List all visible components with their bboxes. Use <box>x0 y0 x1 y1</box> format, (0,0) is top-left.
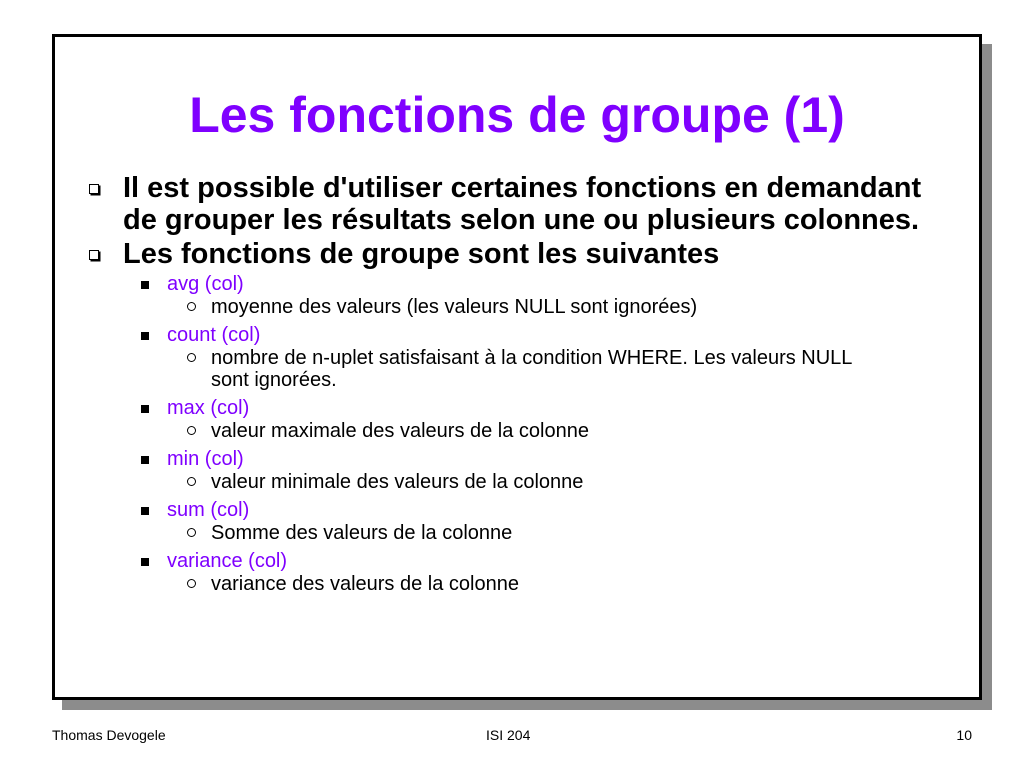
slide-content <box>55 172 955 600</box>
slide-frame <box>52 34 982 700</box>
bullet-text: Les fonctions de groupe sont les suivantes <box>123 238 720 270</box>
footer-course: ISI 204 <box>486 727 531 743</box>
function-item-max <box>55 396 955 420</box>
filled-square-bullet-icon <box>141 558 149 566</box>
footer-author: Thomas Devogele <box>52 727 166 743</box>
circle-bullet-icon <box>187 302 196 311</box>
function-item-variance <box>55 549 955 573</box>
function-name: avg (col) <box>167 273 244 295</box>
function-desc-avg <box>55 296 871 318</box>
function-name: variance (col) <box>167 550 288 572</box>
function-item-sum <box>55 498 955 522</box>
function-name: min (col) <box>167 448 244 470</box>
filled-square-bullet-icon <box>141 332 149 340</box>
bullet-group-functions <box>55 238 955 270</box>
function-name: count (col) <box>167 324 261 346</box>
slide-title: Les fonctions de groupe (1) <box>189 87 845 143</box>
filled-square-bullet-icon <box>141 405 149 413</box>
function-desc-count <box>55 347 871 391</box>
function-name: max (col) <box>167 397 250 419</box>
bullet-text: Il est possible d'utiliser certaines fonctions en demandant de grouper les résultats selon une ou plusieurs colonnes. <box>123 172 922 236</box>
function-item-min <box>55 447 955 471</box>
circle-bullet-icon <box>187 528 196 537</box>
function-description: variance des valeurs de la colonne <box>211 573 519 595</box>
footer-page-number: 10 <box>956 727 972 743</box>
hollow-square-bullet-icon <box>89 184 99 194</box>
function-item-count <box>55 323 955 347</box>
function-desc-sum <box>55 522 871 544</box>
filled-square-bullet-icon <box>141 456 149 464</box>
function-description: valeur minimale des valeurs de la colonne <box>211 471 584 493</box>
circle-bullet-icon <box>187 579 196 588</box>
circle-bullet-icon <box>187 353 196 362</box>
bullet-intro <box>55 172 955 236</box>
filled-square-bullet-icon <box>141 281 149 289</box>
function-desc-max <box>55 420 871 442</box>
hollow-square-bullet-icon <box>89 250 99 260</box>
function-description: nombre de n-uplet satisfaisant à la condition WHERE. Les valeurs NULL sont ignorées. <box>211 347 852 391</box>
function-description: moyenne des valeurs (les valeurs NULL sont ignorées) <box>211 296 698 318</box>
filled-square-bullet-icon <box>141 507 149 515</box>
function-desc-min <box>55 471 871 493</box>
function-desc-variance <box>55 573 871 595</box>
function-name: sum (col) <box>167 499 250 521</box>
circle-bullet-icon <box>187 426 196 435</box>
function-description: Somme des valeurs de la colonne <box>211 522 513 544</box>
function-item-avg <box>55 272 955 296</box>
function-description: valeur maximale des valeurs de la colonne <box>211 420 589 442</box>
circle-bullet-icon <box>187 477 196 486</box>
